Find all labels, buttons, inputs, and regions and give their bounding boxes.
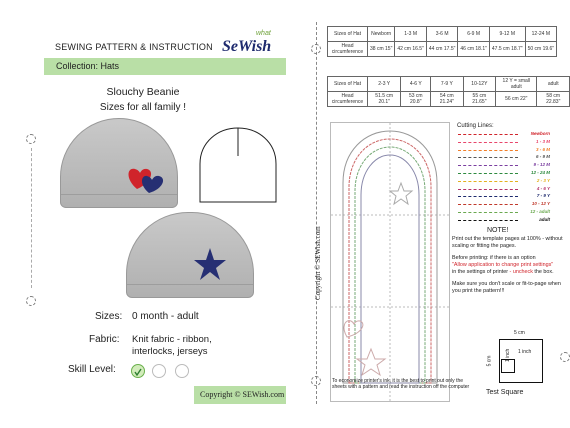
pattern-template-preview bbox=[330, 122, 450, 402]
note-line-highlight: - uncheck bbox=[509, 269, 533, 275]
fabric-label: Fabric: bbox=[89, 334, 120, 345]
cutting-line-swatch bbox=[458, 181, 518, 182]
sizes-label: Sizes: bbox=[95, 311, 123, 322]
test-inner-height-label: 1 inch bbox=[505, 348, 511, 362]
cutting-line-label: 7 - 9 Y bbox=[536, 193, 550, 199]
table-cell: 12-24 M bbox=[525, 27, 557, 42]
hem-seam bbox=[127, 284, 253, 285]
cutting-line-swatch bbox=[458, 157, 518, 158]
ink-saving-note: To economize printer's ink, it is the best to print out only the sheets with a pattern and read the instruction off the computer bbox=[332, 378, 470, 390]
binder-hole bbox=[311, 44, 321, 54]
table-cell: 4-6 Y bbox=[401, 77, 431, 92]
cutting-line-label: 6 - 9 M bbox=[535, 154, 550, 160]
table-cell: 54 cm 21.24" bbox=[431, 92, 464, 107]
binder-hole bbox=[26, 134, 36, 144]
cutting-line-label: 4 - 6 Y bbox=[536, 185, 550, 191]
copyright-vertical: Copyright © SEWish.com bbox=[314, 226, 322, 300]
table-cell: 46 cm 18.1" bbox=[458, 42, 490, 57]
binder-hole bbox=[311, 376, 321, 386]
table-cell: adult bbox=[537, 77, 570, 92]
skill-level-3-icon bbox=[175, 364, 189, 378]
table-cell: 50 cm 19.6" bbox=[525, 42, 557, 57]
note-title: NOTE! bbox=[487, 227, 509, 234]
table-cell: 55 cm 21.65" bbox=[463, 92, 496, 107]
pattern-subtitle: Sizes for all family ! bbox=[99, 102, 187, 113]
binder-guide bbox=[31, 148, 32, 288]
test-square-width-label: 5 cm bbox=[514, 330, 525, 336]
size-table-babies bbox=[327, 26, 557, 57]
table-cell: 10-12Y bbox=[463, 77, 496, 92]
table-cell: 47.5 cm 18.7" bbox=[489, 42, 525, 57]
cutting-line-swatch bbox=[458, 220, 518, 221]
fabric-value: Knit fabric - ribbon, interlocks, jerseys bbox=[132, 334, 212, 357]
cutting-line-swatch bbox=[458, 173, 518, 174]
brand-line: SEWING PATTERN & INSTRUCTION bbox=[55, 42, 213, 52]
beanie-photo-hearts bbox=[60, 118, 178, 208]
logo-wordmark: SeWish bbox=[222, 38, 272, 55]
test-square-height-label: 5 cm bbox=[486, 355, 493, 367]
binder-hole bbox=[26, 296, 36, 306]
table-header: Head circumference bbox=[328, 42, 368, 57]
cutting-line-label: Newborn bbox=[530, 131, 550, 136]
note-line: Make sure you don't scale or fit-to-page when you print the pattern!!! bbox=[452, 281, 561, 294]
table-cell: 2-3 Y bbox=[368, 77, 401, 92]
table-cell: 3-6 M bbox=[426, 27, 458, 42]
skill-label: Skill Level: bbox=[68, 364, 116, 375]
table-cell: Newborn bbox=[368, 27, 395, 42]
table-cell: 38 cm 15" bbox=[368, 42, 395, 57]
table-row bbox=[328, 92, 570, 107]
table-row bbox=[328, 27, 557, 42]
sizes-value: 0 month - adult bbox=[132, 311, 199, 322]
table-cell: 1-3 M bbox=[395, 27, 427, 42]
hearts-applique-icon bbox=[125, 159, 173, 195]
beanie-outline-drawing bbox=[196, 124, 280, 206]
table-cell: 42 cm 16.5" bbox=[395, 42, 427, 57]
note-line: in the settings of printer bbox=[452, 269, 509, 275]
cutting-line-swatch bbox=[458, 204, 518, 205]
table-cell: 56 cm 22" bbox=[496, 92, 537, 107]
skill-level-1-icon bbox=[131, 364, 145, 378]
cutting-line-label: 10 - 12 Y bbox=[531, 201, 550, 207]
beanie-photo-star bbox=[126, 212, 254, 298]
table-cell: 12 Y = small adult bbox=[496, 77, 537, 92]
cutting-line-swatch bbox=[458, 165, 518, 166]
note-body bbox=[452, 236, 564, 295]
table-header: Head circumference bbox=[328, 92, 368, 107]
cutting-line-swatch bbox=[458, 134, 518, 135]
skill-level-2-icon bbox=[152, 364, 166, 378]
cutting-line-label: 3 - 6 M bbox=[535, 146, 550, 152]
logo-superscript: what bbox=[256, 30, 271, 37]
pattern-title: Slouchy Beanie bbox=[106, 86, 180, 98]
cutting-lines-title: Cutting Lines: bbox=[457, 123, 494, 129]
note-line: Before printing: if there is an option bbox=[452, 255, 536, 261]
copyright-text: Copyright © SEWish.com bbox=[200, 390, 285, 399]
cutting-line-swatch bbox=[458, 212, 518, 213]
cutting-line-label: 12 - 24 M bbox=[530, 170, 550, 175]
cutting-line-swatch bbox=[458, 142, 518, 143]
note-line: Print out the template pages at 100% - without scaling or fitting the pages. bbox=[452, 236, 563, 249]
cutting-line-label: 1 - 3 M bbox=[535, 138, 550, 144]
pattern-pieces-drawing bbox=[331, 123, 449, 401]
cutting-line-swatch bbox=[458, 196, 518, 197]
cutting-line-label: 2 - 3 Y bbox=[536, 177, 550, 183]
table-cell: 7-9 Y bbox=[431, 77, 464, 92]
collection-bar bbox=[44, 58, 286, 75]
table-header: Sizes of Hat bbox=[328, 77, 368, 92]
cutting-line-label: 9 - 12 M bbox=[533, 162, 550, 168]
binder-hole bbox=[560, 352, 570, 362]
cutting-line-swatch bbox=[458, 150, 518, 151]
copyright-box bbox=[194, 386, 286, 404]
table-cell: 9-12 M bbox=[489, 27, 525, 42]
table-row bbox=[328, 42, 557, 57]
fold-divider bbox=[316, 22, 317, 404]
note-line: the box. bbox=[534, 269, 554, 275]
table-cell: 58 cm 22.83" bbox=[537, 92, 570, 107]
test-inner-width-label: 1 inch bbox=[518, 349, 532, 355]
table-cell: 53 cm 20.8" bbox=[401, 92, 431, 107]
table-cell: 6-9 M bbox=[458, 27, 490, 42]
table-header: Sizes of Hat bbox=[328, 27, 368, 42]
test-square-label: Test Square bbox=[486, 389, 524, 396]
table-cell: 44 cm 17.5" bbox=[426, 42, 458, 57]
cutting-line-label: adult bbox=[539, 216, 550, 222]
collection-label: Collection: Hats bbox=[56, 61, 120, 71]
table-cell: 51.5 cm 20.1" bbox=[368, 92, 401, 107]
table-row bbox=[328, 77, 570, 92]
cutting-line-label: 12 - adult bbox=[530, 209, 550, 214]
star-applique-icon bbox=[193, 247, 227, 281]
cutting-line-swatch bbox=[458, 189, 518, 190]
size-table-kids bbox=[327, 76, 570, 107]
note-line-highlight: "Allow application to change print settings" bbox=[452, 262, 554, 268]
